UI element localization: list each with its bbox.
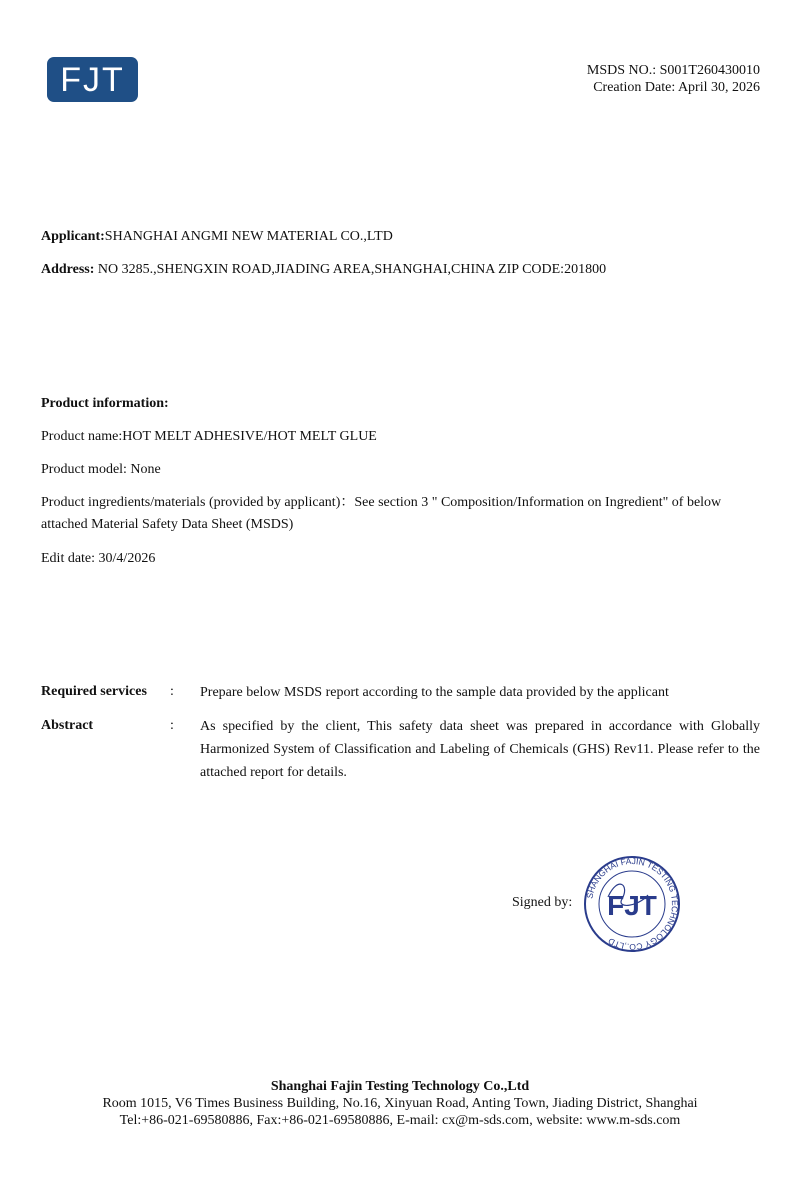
document-meta bbox=[587, 62, 760, 96]
required-services-colon: : bbox=[170, 684, 174, 699]
footer bbox=[0, 1078, 800, 1129]
edit-date: Edit date: 30/4/2026 bbox=[41, 551, 156, 566]
msds-number: MSDS NO.: S001T260430010 bbox=[586, 63, 760, 78]
abstract-colon: : bbox=[170, 718, 174, 733]
abstract-label: Abstract bbox=[41, 718, 94, 733]
required-services-label: Required services bbox=[41, 684, 147, 699]
applicant-line bbox=[41, 229, 393, 245]
logo-text: FJT bbox=[60, 60, 125, 99]
product-ingredients: Product ingredients/materials (provided by applicant)：See section 3 " Composition/Information on Ingredient" of below attached Material Safety Data Sheet (MSDS) bbox=[41, 495, 722, 532]
address-label: Address: bbox=[41, 262, 95, 277]
seal-logo-text: FJT bbox=[607, 890, 657, 921]
required-services-text: Prepare below MSDS report according to the sample data provided by the applicant bbox=[200, 685, 669, 700]
abstract-text: As specified by the client, This safety data sheet was prepared in accordance with Globally Harmonized System of Classification and Labeling of Chemicals (GHS) Rev11. Please refer to the attached report for details. bbox=[200, 719, 760, 780]
address-line bbox=[41, 262, 606, 278]
applicant-value: SHANGHAI ANGMI NEW MATERIAL CO.,LTD bbox=[104, 229, 393, 244]
footer-contact: Tel:+86-021-69580886, Fax:+86-021-69580886, E-mail: cx@m-sds.com, website: www.m-sds.com bbox=[119, 1113, 681, 1128]
company-seal bbox=[578, 855, 686, 953]
address-value: NO 3285.,SHENGXIN ROAD,JIADING AREA,SHANGHAI,CHINA ZIP CODE:201800 bbox=[94, 262, 607, 277]
product-heading: Product information: bbox=[41, 396, 169, 411]
creation-date: Creation Date: April 30, 2026 bbox=[593, 80, 760, 95]
signed-by-label: Signed by: bbox=[512, 895, 573, 910]
product-model: Product model: None bbox=[41, 462, 161, 477]
footer-address: Room 1015, V6 Times Business Building, No.16, Xinyuan Road, Anting Town, Jiading District, Shanghai bbox=[102, 1096, 698, 1111]
applicant-label: Applicant: bbox=[41, 229, 105, 244]
seal-ring-text: SHANGHAI FAJIN TESTING TECHNOLOGY CO.,LTD bbox=[584, 855, 681, 953]
company-logo bbox=[47, 57, 138, 102]
footer-company: Shanghai Fajin Testing Technology Co.,Ltd bbox=[270, 1079, 530, 1094]
product-name: Product name:HOT MELT ADHESIVE/HOT MELT GLUE bbox=[41, 429, 377, 444]
